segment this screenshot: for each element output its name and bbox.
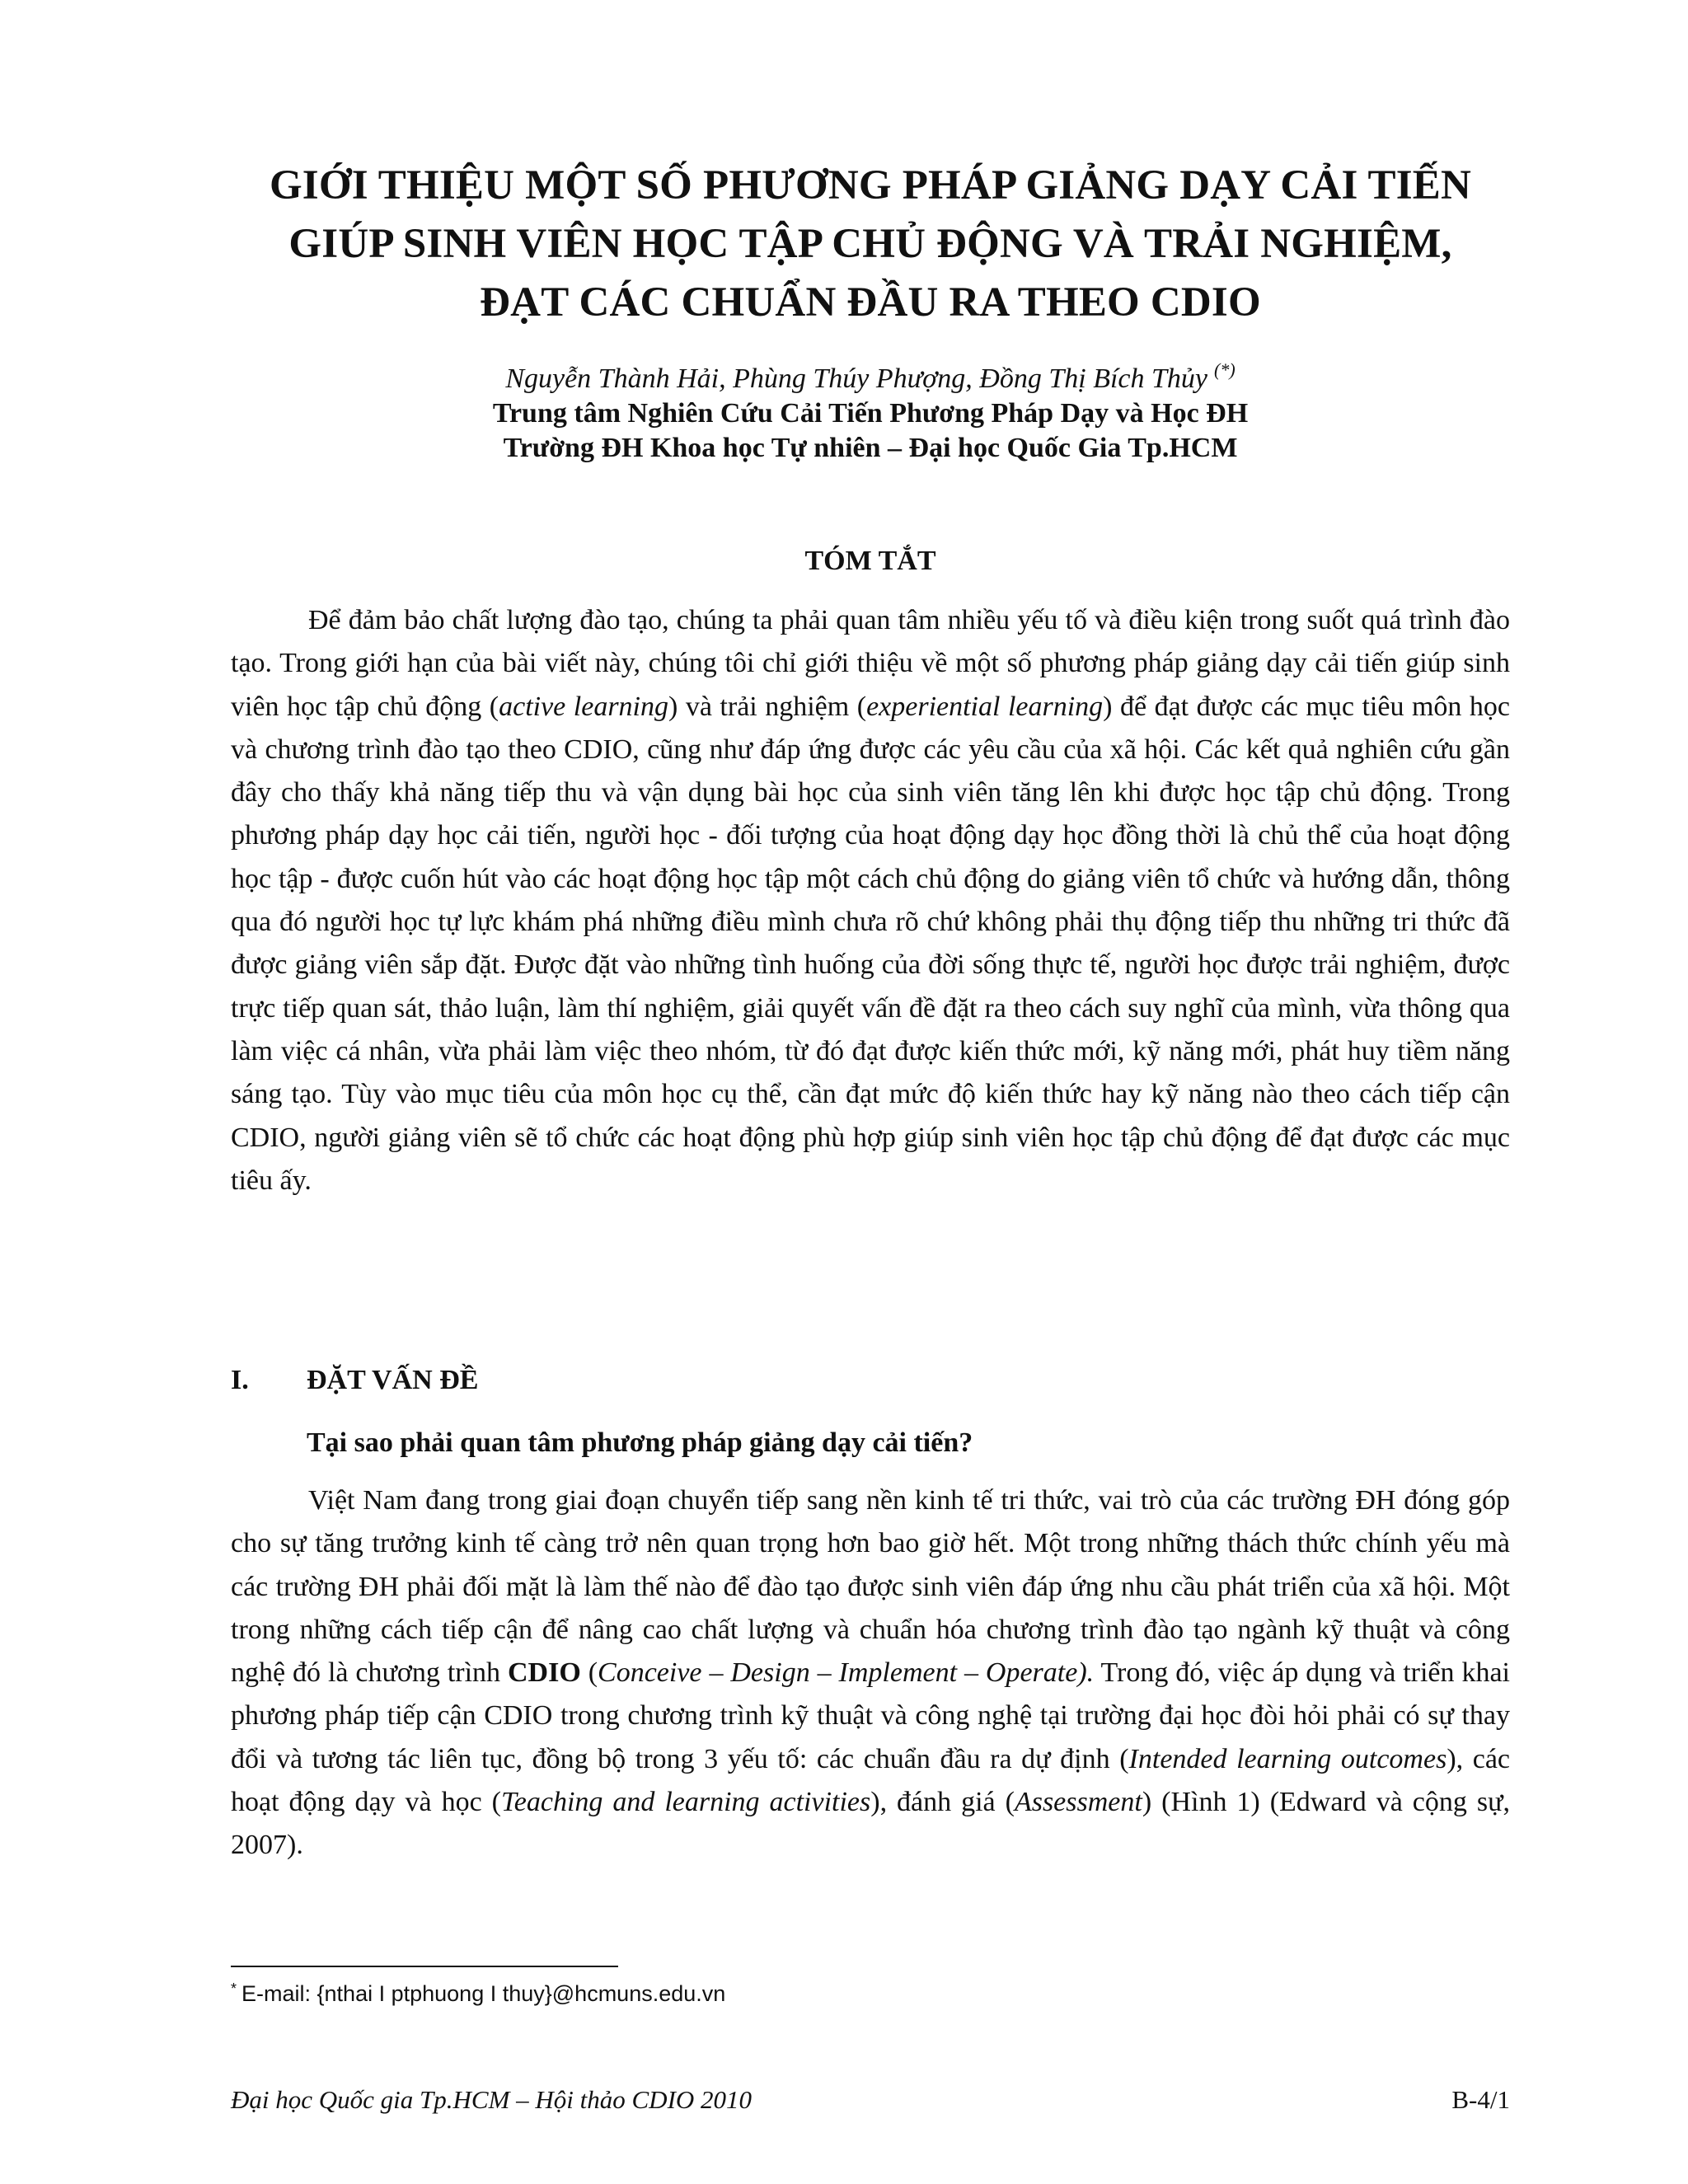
abstract-term-experiential-learning: experiential learning: [866, 691, 1104, 722]
author-block: [231, 353, 1510, 466]
paper-title: [231, 157, 1510, 332]
paper-page: [231, 0, 1510, 2184]
author-names-text: Nguyễn Thành Hải, Phùng Thúy Phượng, Đồng Thị Bích Thủy: [505, 363, 1208, 394]
footer-page-number: B-4/1: [1451, 2085, 1510, 2114]
abstract-heading: TÓM TẮT: [804, 546, 936, 576]
abstract-term-active-learning: active learning: [499, 691, 668, 722]
body-text-f: ) (Hình 1) (Edward và cộng sự, 2007).: [231, 1787, 1510, 1861]
footnote: [231, 1975, 1220, 2008]
body-text-c: Trong đó, việc áp dụng và triển khai phương pháp tiếp cận CDIO trong chương trình kỹ thuật và công nghệ tại trường đại học đòi hỏi phải có sự thay đổi và tương tác liên tục, đồng bộ trong 3 yếu tố: các chuẩn đầu ra dự định (: [231, 1657, 1510, 1774]
abstract-text-b: ) và trải nghiệm (: [668, 691, 867, 722]
body-text-e: ), đánh giá (: [870, 1787, 1015, 1818]
body-term-intended-learning-outcomes: Intended learning outcomes: [1128, 1743, 1447, 1774]
affiliation-center: Trung tâm Nghiên Cứu Cải Tiến Phương Pháp Dạy và Học ĐH: [492, 398, 1249, 429]
body-term-cdio: CDIO: [507, 1657, 581, 1689]
title-line-1: GIỚI THIỆU MỘT SỐ PHƯƠNG PHÁP GIẢNG DẠY CẢI TIẾN: [269, 162, 1472, 209]
body-term-teaching-learning-activities: Teaching and learning activities: [500, 1787, 871, 1818]
footer-conference: Đại học Quốc gia Tp.HCM – Hội thảo CDIO 2010: [231, 2085, 753, 2114]
title-line-2: GIÚP SINH VIÊN HỌC TẬP CHỦ ĐỘNG VÀ TRẢI NGHIỆM,: [288, 221, 1452, 267]
author-footnote-marker: (*): [1214, 359, 1236, 380]
affiliation-university: Trường ĐH Khoa học Tự nhiên – Đại học Quốc Gia Tp.HCM: [503, 433, 1238, 463]
body-text-b: (: [580, 1657, 598, 1689]
section-title: ĐẶT VẤN ĐỀ: [307, 1365, 479, 1395]
title-line-3: ĐẠT CÁC CHUẨN ĐẦU RA THEO CDIO: [480, 279, 1261, 326]
body-text-a: Việt Nam đang trong giai đoạn chuyển tiếp sang nền kinh tế tri thức, vai trò của các trường ĐH đóng góp cho sự tăng trưởng kinh tế càng trở nên quan trọng hơn bao giờ hết. Một trong những thách thức chính yếu mà các trường ĐH phải đối mặt là làm thế nào để đào tạo được sinh viên đáp ứng nhu cầu phát triển của xã hội. Một trong những cách tiếp cận để nâng cao chất lượng và chuẩn hóa chương trình đào tạo ngành kỹ thuật và công nghệ đó là chương trình: [231, 1485, 1510, 1689]
author-names: [231, 353, 1510, 396]
footnote-divider: [231, 1966, 618, 1967]
section-subheading: Tại sao phải quan tâm phương pháp giảng dạy cải tiến?: [307, 1427, 973, 1458]
footnote-email: E-mail: {nthai I ptphuong I thuy}@hcmuns.edu.vn: [241, 1981, 726, 2006]
section-body-paragraph: [231, 1479, 1510, 1868]
abstract-paragraph: [231, 599, 1510, 1202]
body-term-cdio-expansion: Conceive – Design – Implement – Operate).: [598, 1657, 1095, 1689]
section-number: I.: [231, 1365, 249, 1395]
footnote-marker: *: [231, 1980, 237, 1997]
abstract-text-c: ) để đạt được các mục tiêu môn học và chương trình đào tạo theo CDIO, cũng như đáp ứng được các yêu cầu của xã hội. Các kết quả nghiên cứu gần đây cho thấy khả năng tiếp thu và vận dụng bài học của sinh viên tăng lên khi được học tập chủ động. Trong phương pháp dạy học cải tiến, người học - đối tượng của hoạt động dạy học đồng thời là chủ thể của hoạt động học tập - được cuốn hút vào các hoạt động học tập một cách chủ động do giảng viên tổ chức và hướng dẫn, thông qua đó người học tự lực khám phá những điều mình chưa rõ chứ không phải thụ động tiếp thu những tri thức đã được giảng viên sắp đặt. Được đặt vào những tình huống của đời sống thực tế, người học được trải nghiệm, được trực tiếp quan sát, thảo luận, làm thí nghiệm, giải quyết vấn đề đặt ra theo cách suy nghĩ của mình, vừa thông qua làm việc cá nhân, vừa phải làm việc theo nhóm, từ đó đạt được kiến thức mới, kỹ năng mới, phát huy tiềm năng sáng tạo. Tùy vào mục tiêu của môn học cụ thể, cần đạt mức độ kiến thức hay kỹ năng nào theo cách tiếp cận CDIO, người giảng viên sẽ tổ chức các hoạt động phù hợp giúp sinh viên học tập chủ động để đạt được các mục tiêu ấy.: [231, 691, 1510, 1196]
abstract-text-a: Để đảm bảo chất lượng đào tạo, chúng ta phải quan tâm nhiều yếu tố và điều kiện trong suốt quá trình đào tạo. Trong giới hạn của bài viết này, chúng tôi chỉ giới thiệu về một số phương pháp giảng dạy cải tiến giúp sinh viên học tập chủ động (: [231, 605, 1510, 722]
section-heading: [231, 1363, 1510, 1398]
body-term-assessment: Assessment: [1014, 1787, 1142, 1818]
body-text-d: ), các hoạt động dạy và học (: [231, 1743, 1510, 1818]
